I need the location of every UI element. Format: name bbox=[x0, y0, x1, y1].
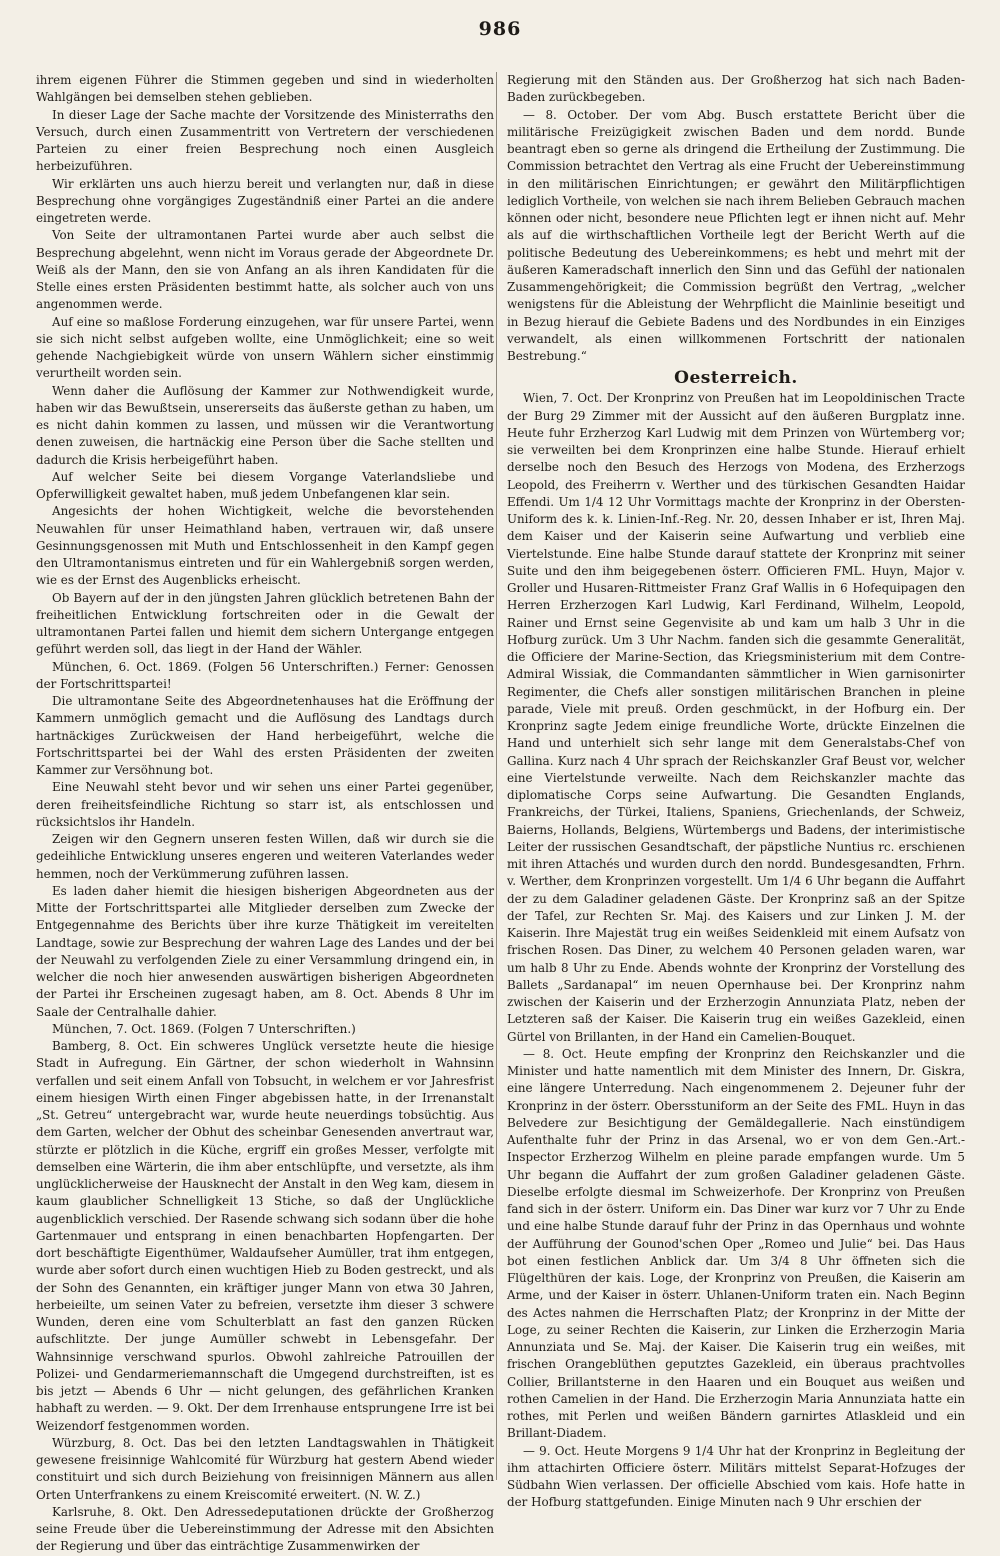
left-paragraph: Ob Bayern auf der in den jüngsten Jahren glücklich betretenen Bahn der freiheitlichen Entwicklung fortschreiten oder in die Gewalt der ultramontanen Partei fallen und hiemit dem sichern Untergange entgegen geführt werden soll, das liegt in der Hand der Wähler. bbox=[36, 590, 494, 657]
right-paragraph: Regierung mit den Ständen aus. Der Großherzog hat sich nach Baden-Baden zurückbegeben. bbox=[507, 73, 965, 105]
left-paragraph: Es laden daher hiemit die hiesigen bisherigen Abgeordneten aus der Mitte der Fortschrittspartei alle Mitglieder derselben zum Zwecke der Entgegennahme des Berichts über ihre kurze Thätigkeit im vereitelten Landtage, sowie zur Besprechung der wahren Lage des Landes und der bei der Neuwahl zu verfolgenden Ziele zu einer Versammlung dringend ein, in welcher die noch hier anwesenden auswärtigen bisherigen Abgeordneten der Partei ihr Erscheinen zugesagt haben, am 8. Oct. Abends 8 Uhr im Saale der Centralhalle dahier. bbox=[36, 883, 494, 1019]
left-news-item-karlsruhe: Karlsruhe, 8. Okt. Den Adressedeputationen drückte der Großherzog seine Freude über die Uebereinstimmung der Adresse mit den Absichten der Regierung und über das einträchtige Zusammenwirken der bbox=[36, 1504, 494, 1554]
left-paragraph: Wenn daher die Auflösung der Kammer zur Nothwendigkeit wurde, haben wir das Bewußtsein, unsererseits das äußerste gethan zu haben, um es nicht dahin kommen zu lassen, und müssen wir die Verantwortung denen zuweisen, die hartnäckig eine Person über die Sache stellten und dadurch die Krisis herbeigeführt haben. bbox=[36, 383, 494, 467]
right-paragraph: — 8. Oct. Heute empfing der Kronprinz den Reichskanzler und die Minister und hatte namentlich mit dem Minister des Innern, Dr. Giskra, eine längere Unterredung. Nach eingenommenem 2. Dejeuner fuhr der Kronprinz in der österr. Obersstuniform an der Seite des FML. Huyn in das Belvedere zur Besichtigung der Gemäldegallerie. Nach einstündigem Aufenthalte fuhr der Prinz in das Arsenal, wo er von dem Gen.-Art.-Inspector Erzherzog Wilhelm en pleine parade empfangen wurde. Um 5 Uhr begann die Auffahrt der zum großen Galadiner geladenen Gäste. Dieselbe erfolgte diesmal im Schweizerhofe. Der Kronprinz von Preußen fand sich in der österr. Uniform ein. Das Diner war kurz vor 7 Uhr zu Ende und eine halbe Stunde darauf fuhr der Prinz in das Opernhaus und wohnte der Aufführung der Gounod'schen Oper „Romeo und Julie“ bei. Das Haus bot einen festlichen Anblick dar. Um 3/4 8 Uhr öffneten sich die Flügelthüren der kais. Loge, der Kronprinz von Preußen, die Kaiserin am Arme, und der Kaiser in österr. Uhlanen-Uniform traten ein. Nach Beginn des Actes nahmen die Herrschaften Platz; der Kronprinz in der Mitte der Loge, zu seiner Rechten die Kaiserin, zur Linken die Erzherzogin Maria Annunziata und Se. Maj. der Kaiser. Die Kaiserin trug ein weißes, mit frischen Orangeblüthen geputztes Gazekleid, ein überaus prachtvolles Collier, Brillantsterne in den Haaren und ein Bouquet aus weißen und rothen Camelien in der Hand. Die Erzherzogin Maria Annunziata hatte ein rothes, mit Perlen und weißen Bändern garnirtes Atlaskleid und ein Brillant-Diadem. bbox=[507, 1046, 965, 1441]
left-paragraph: Die ultramontane Seite des Abgeordnetenhauses hat die Eröffnung der Kammern unmöglich gemacht und die Auflösung des Landtags durch hartnäckiges Zurückweisen der Hand herbeigeführt, welche die Fortschrittspartei bei der Wahl des ersten Präsidenten der zweiten Kammer zur Versöhnung bot. bbox=[36, 694, 494, 777]
left-paragraph: Von Seite der ultramontanen Partei wurde aber auch selbst die Besprechung abgelehnt, wenn nicht im Voraus gerade der Abgeordnete Dr. Weiß als der Mann, den sie von Anfang an als ihren Kandidaten für die Stelle eines ersten Präsidenten bestimmt hatte, als solcher auch von uns angenommen werde. bbox=[36, 228, 494, 312]
left-paragraph: Angesichts der hohen Wichtigkeit, welche die bevorstehenden Neuwahlen für unser Heimathland haben, vertrauen wir, daß unsere Gesinnungsgenossen mit Muth und Entschlossenheit in den Kampf gegen den Ultramontanismus eintreten und für ein Wahlergebniß sorgen werden, wie es der Ernst des Augenblicks erheischt. bbox=[36, 504, 494, 588]
left-signature-line: München, 6. Oct. 1869. (Folgen 56 Unterschriften.) Ferner: Genossen der Fortschrittspartei! bbox=[36, 659, 494, 691]
left-signature-line: München, 7. Oct. 1869. (Folgen 7 Unterschriften.) bbox=[52, 1021, 356, 1036]
right-paragraph: — 8. October. Der vom Abg. Busch erstattete Bericht über die militärische Freizügigkeit zwischen Baden und dem nordd. Bunde beantragt eben so gerne als dringend die Ertheilung der Zustimmung. Die Commission betrachtet den Vertrag als eine Frucht der Uebereinstimmung in den militärischen Einrichtungen; er gewährt den Militärpflichtigen lediglich Vortheile, von welchen sie nach ihrem Belieben Gebrauch machen können oder nicht, besondere neue Pflichten legt er ihnen nicht auf. Mehr als auf die wirthschaftlichen Vortheile legt der Bericht Werth auf die politische Bedeutung des Uebereinkommens; es hebt und mehrt mit der äußeren Kameradschaft innerlich den Sinn und das Gefühl der nationalen Zusammengehörigkeit; die Commission begrüßt den Vertrag, „welcher wenigstens für die Ableistung der Wehrpflicht die Mainlinie beseitigt und in Bezug hierauf die Gebiete Badens und des Nordbundes in ein Einziges verwandelt, als einen willkommenen Fortschritt der nationalen Bestrebung.“ bbox=[507, 107, 965, 363]
left-paragraph: ihrem eigenen Führer die Stimmen gegeben und sind in wiederholten Wahlgängen bei demselben stehen geblieben. bbox=[36, 73, 494, 105]
left-paragraph: In dieser Lage der Sache machte der Vorsitzende des Ministerraths den Versuch, durch einen Zusammentritt von Vertretern der verschiedenen Parteien zu einer freien Besprechung noch einen Ausgleich herbeizuführen. bbox=[36, 107, 494, 174]
section-heading-oesterreich: Oesterreich. bbox=[674, 368, 798, 389]
right-news-item-wien: Wien, 7. Oct. Der Kronprinz von Preußen hat im Leopoldinischen Tracte der Burg 29 Zimmer mit der Aussicht auf den äußeren Burgplatz inne. Heute fuhr Erzherzog Karl Ludwig mit dem Prinzen von Würtemberg vor; sie verweilten bei dem Kronprinzen eine halbe Stunde. Hierauf erhielt derselbe noch den Besuch des Herzogs von Modena, des Erzherzogs Leopold, des Freiherrn v. Werther und des türkischen Gesandten Haidar Effendi. Um 1/4 12 Uhr Vormittags machte der Kronprinz in der Obersten-Uniform des k. k. Linien-Inf.-Reg. Nr. 20, dessen Inhaber er ist, Ihren Maj. dem Kaiser und der Kaiserin seine Aufwartung und verblieb eine Viertelstunde. Eine halbe Stunde darauf stattete der Kronprinz mit seiner Suite und den ihm beigegebenen österr. Officieren FML. Huyn, Major v. Groller und Husaren-Rittmeister Franz Graf Wallis in 6 Hofequipagen den Herren Erzherzogen Karl Ludwig, Karl Ferdinand, Wilhelm, Leopold, Rainer und Ernst seine Gegenvisite ab und kam um halb 3 Uhr in die Hofburg zurück. Um 3 Uhr Nachm. fanden sich die gesammte Generalität, die Officiere der Marine-Section, das Kriegsministerium mit dem Contre-Admiral Wissiak, die Commandanten sämmtlicher in Wien garnisonirter Regimenter, die Chefs aller sonstigen militärischen Branchen in pleine parade, Viele mit preuß. Orden geschmückt, in der Hofburg ein. Der Kronprinz sagte Jedem einige freundliche Worte, drückte Einzelnen die Hand und unterhielt sich sehr lange mit dem Generalstabs-Chef von Gallina. Kurz nach 4 Uhr sprach der Reichskanzler Graf Beust vor, welcher eine Viertelstunde verweilte. Nach dem Reichskanzler machte das diplomatische Corps seine Aufwartung. Die Gesandten Englands, Frankreichs, der Türkei, Italiens, Spaniens, Griechenlands, der Schweiz, Baierns, Hollands, Belgiens, Würtembergs und Badens, der interimistische Leiter der russischen Gesandtschaft, der päpstliche Nuntius rc. erschienen mit ihren Attachés und wurden durch den nordd. Bundesgesandten, Frhrn. v. Werther, dem Kronprinzen vorgestellt. Um 1/4 6 Uhr begann die Auffahrt der zu dem Galadiner geladenen Gäste. Der Kronprinz saß an der Spitze der Tafel, zur Rechten Sr. Maj. des Kaisers und zur Linken J. M. der Kaiserin. Ihre Majestät trug ein weißes Seidenkleid mit einem Aufsatz von frischen Rosen. Das Diner, zu welchem 40 Personen geladen waren, war um halb 8 Uhr zu Ende. Abends wohnte der Kronprinz der Vorstellung des Ballets „Sardanapal“ im neuen Opernhause bei. Der Kronprinz nahm zwischen der Kaiserin und der Erzherzogin Annunziata Platz, neben der Letzteren saß der Kaiser. Die Kaiserin trug ein weißes Gazekleid, einen Gürtel von Brillanten, in der Hand ein Camelien-Bouquet. bbox=[507, 391, 965, 1044]
left-paragraph: Wir erklärten uns auch hierzu bereit und verlangten nur, daß in diese Besprechung ohne vorgängiges Zugeständniß einer Partei an die andere eingetreten werde. bbox=[36, 176, 494, 225]
left-paragraph: Auf eine so maßlose Forderung einzugehen, war für unsere Partei, wenn sie sich nicht selbst aufgeben wollte, eine Unmöglichkeit; eine so weit gehende Nachgiebigkeit würde von unsern Wählern sicher einstimmig verurtheilt worden sein. bbox=[36, 314, 494, 381]
left-paragraph: Auf welcher Seite bei diesem Vorgange Vaterlandsliebe und Opferwilligkeit gewaltet haben, muß jedem Unbefangenen klar sein. bbox=[36, 469, 494, 501]
left-news-item-bamberg: Bamberg, 8. Oct. Ein schweres Unglück versetzte heute die hiesige Stadt in Aufregung. Ein Gärtner, der schon wiederholt in Wahnsinn verfallen und seit einem Anfall von Tobsucht, in welchem er vor Jahresfrist einem hiesigen Wirth einen Finger abgebissen hatte, in der Irrenanstalt „St. Getreu“ untergebracht war, wurde heute neuerdings tobsüchtig. Aus dem Garten, welcher der Obhut des scheinbar Genesenden anvertraut war, stürzte er plötzlich in die Küche, ergriff ein großes Messer, verfolgte mit demselben eine Wärterin, die ihm aber entschlüpfte, und versetzte, als ihm unglücklicherweise der Hausknecht der Anstalt in den Weg kam, diesem in kaum glaublicher Schnelligkeit 13 Stiche, so daß der Unglückliche augenblicklich verschied. Der Rasende schwang sich sodann über die hohe Gartenmauer und entsprang in einen benachbarten Hopfengarten. Der dort beschäftigte Eigenthümer, Waldaufseher Aumüller, trat ihm entgegen, wurde aber sofort durch einen wuchtigen Hieb zu Boden gestreckt, und als der Sohn des Genannten, ein kräftiger junger Mann von etwa 30 Jahren, herbeieilte, um seinen Vater zu befreien, versetzte ihm dieser 3 schwere Wunden, deren eine vom Schulterblatt an fast den ganzen Rücken aufschlitzte. Der junge Aumüller schwebt in Lebensgefahr. Der Wahnsinnige verschwand spurlos. Obwohl zahlreiche Patrouillen der Polizei- und Gendarmeriemannschaft die Umgegend durchstreiften, ist es bis jetzt — Abends 6 Uhr — nicht gelungen, des gefährlichen Kranken habhaft zu werden. — 9. Okt. Der dem Irrenhause entsprungene Irre ist bei Weizendorf festgenommen worden. bbox=[36, 1039, 494, 1433]
left-news-item-wuerzburg: Würzburg, 8. Oct. Das bei den letzten Landtagswahlen in Thätigkeit gewesene freisinnige Wahlcomité für Würzburg hat gestern Abend wieder constituirt und sich durch Beiziehung von freisinnigen Männern aus allen Orten Unterfrankens zu einem Kreiscomité erweitert. (N. W. Z.) bbox=[36, 1435, 494, 1502]
left-paragraph: Zeigen wir den Gegnern unseren festen Willen, daß wir durch sie die gedeihliche Entwicklung unseres engeren und weiteren Vaterlandes weder hemmen, noch der Verkümmerung zuführen lassen. bbox=[36, 832, 494, 881]
left-column bbox=[36, 72, 494, 1556]
column-divider bbox=[496, 72, 497, 1480]
right-paragraph: — 9. Oct. Heute Morgens 9 1/4 Uhr hat der Kronprinz in Begleitung der ihm attachirten Officiere österr. Militärs mittelst Separat-Hofzuges der Südbahn Wien verlassen. Der officielle Abschied vom kais. Hofe hatte in der Hofburg stattgefunden. Einige Minuten nach 9 Uhr erschien der bbox=[507, 1443, 965, 1510]
left-paragraph: Eine Neuwahl steht bevor und wir sehen uns einer Partei gegenüber, deren freiheitsfeindliche Richtung so starr ist, als entschlossen und rücksichtslos ihr Handeln. bbox=[36, 780, 494, 829]
page-number: 986 bbox=[478, 18, 522, 40]
right-column bbox=[507, 72, 965, 1512]
